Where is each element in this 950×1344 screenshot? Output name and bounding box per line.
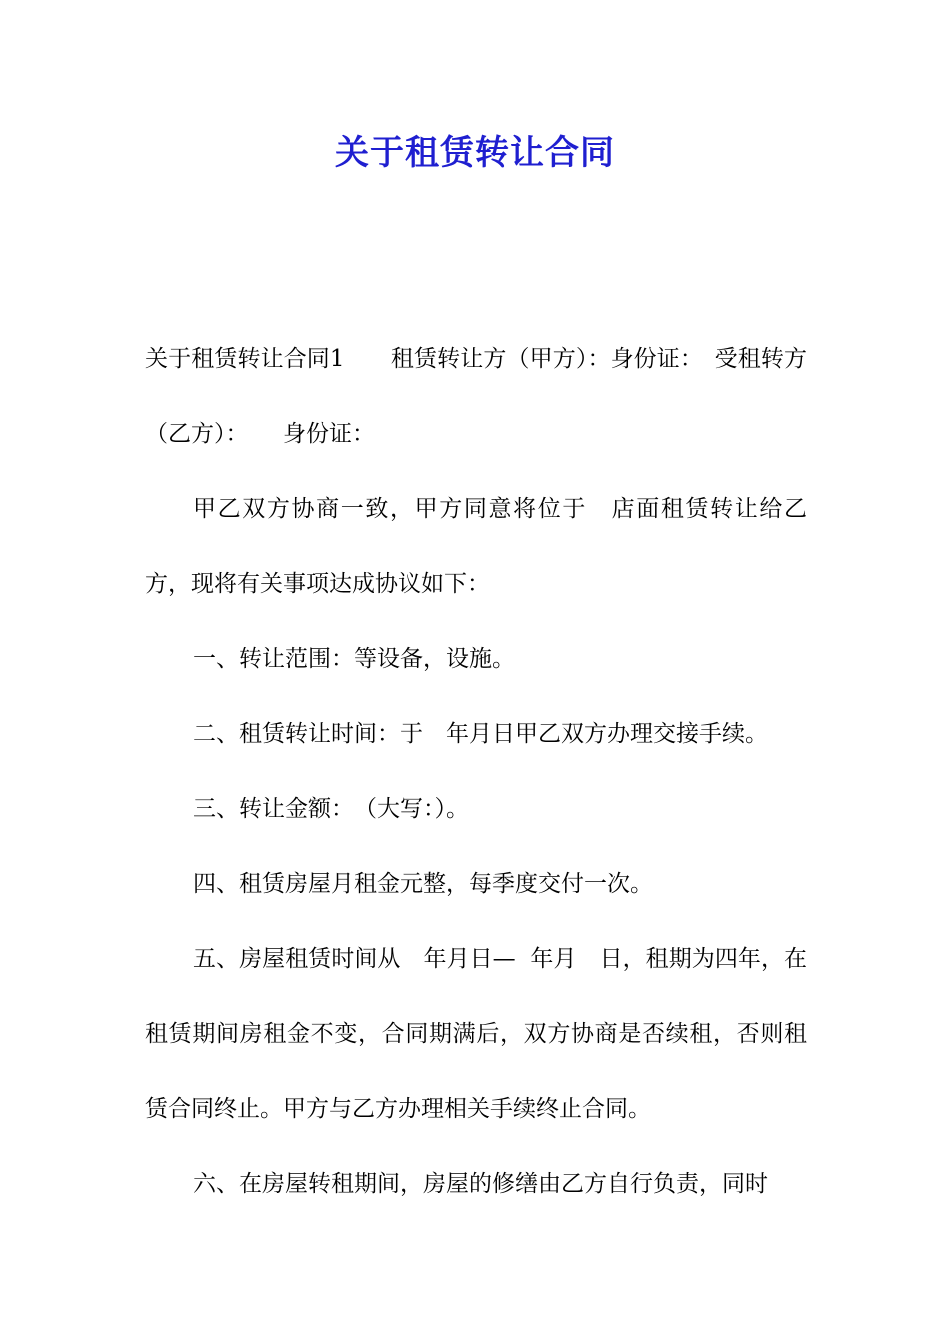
clause-4-rent: 四、租赁房屋月租金元整，每季度交付一次。 (193, 871, 653, 897)
clause-6-repair: 六、在房屋转租期间，房屋的修缮由乙方自行负责，同时 (193, 1171, 768, 1197)
clause-5-term: 五、房屋租赁时间从 年月日— 年月 日，租期为四年，在租赁期间房租金不变，合同期满后，双方协商是否续租，否则租赁合同终止。甲方与乙方办理相关手续终止合同。 (145, 946, 807, 1122)
document-title: 关于租赁转让合同 (335, 133, 615, 173)
clause-1-scope: 一、转让范围：等设备，设施。 (193, 646, 515, 672)
paragraph-header: 关于租赁转让合同1 租赁转让方（甲方）：身份证： 受租转方（乙方）： 身份证： (145, 346, 807, 447)
clause-3-amount: 三、转让金额： （大写：）。 (193, 796, 469, 822)
paragraph-agreement: 甲乙双方协商一致，甲方同意将位于 店面租赁转让给乙方，现将有关事项达成协议如下： (145, 496, 807, 597)
clause-2-time: 二、租赁转让时间：于 年月日甲乙双方办理交接手续。 (193, 721, 768, 747)
document-body (145, 322, 807, 1222)
